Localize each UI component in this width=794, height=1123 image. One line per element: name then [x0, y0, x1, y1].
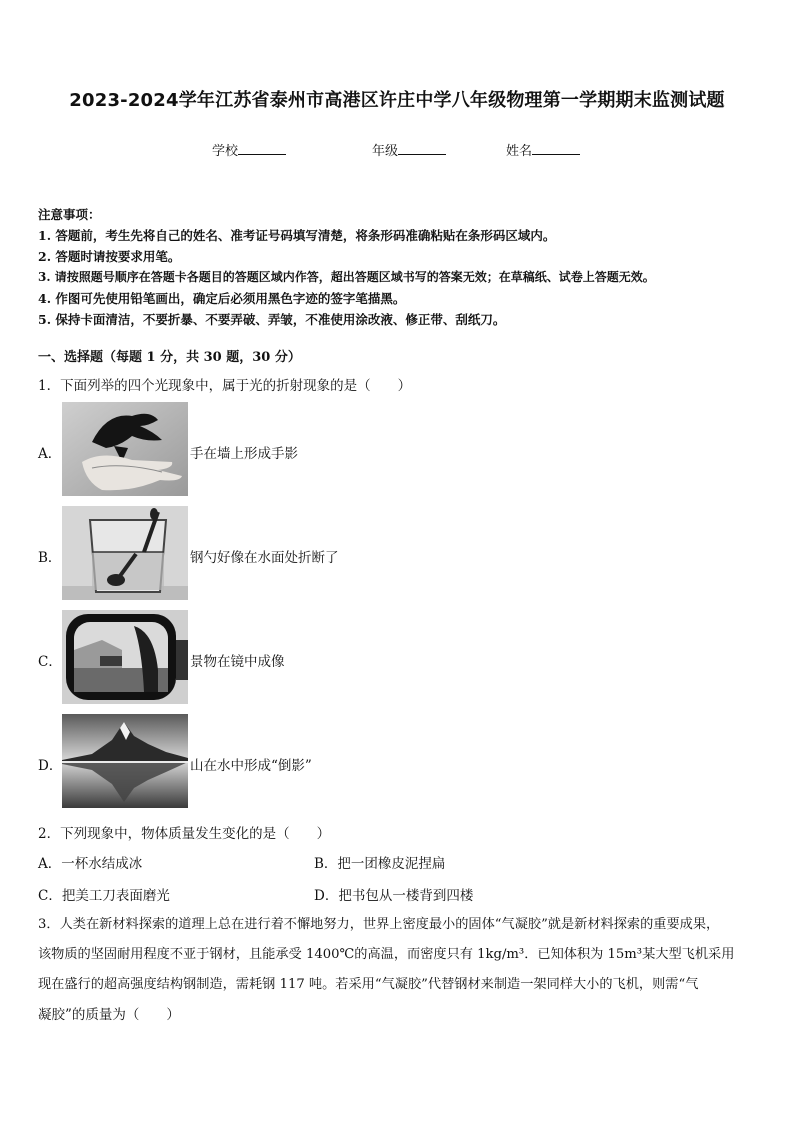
q3-line: 凝胶”的质量为（ ）	[38, 1007, 180, 1023]
section-heading: 一、选择题（每题 1 分，共 30 题，30 分）	[38, 350, 301, 365]
q1-option-c-label: C．	[38, 654, 62, 670]
exam-title: 2023-2024学年江苏省泰州市高港区许庄中学八年级物理第一学期期末监测试题	[69, 90, 725, 111]
name-blank[interactable]	[532, 142, 580, 155]
q1-option-a-label: A．	[38, 446, 62, 462]
q1-option-a-caption: 手在墙上形成手影	[190, 446, 298, 462]
notice-heading: 注意事项：	[38, 207, 101, 222]
notice-block	[38, 204, 768, 330]
notice-item: 3. 请按照题号顺序在答题卡各题目的答题区域内作答，超出答题区域书写的答案无效；在草稿纸、试卷上答题无效。	[38, 270, 655, 284]
q3-line: 该物质的坚固耐用程度不亚于钢材，且能承受 1400℃的高温，而密度只有 1kg/m³．已知体积为 15m³某大型飞机采用	[38, 947, 735, 962]
mountain-reflection-image	[62, 714, 188, 808]
notice-item: 2. 答题时请按要求用笔。	[38, 249, 181, 264]
q2-option-c[interactable]: C．把美工刀表面磨光	[38, 888, 170, 904]
school-field[interactable]	[212, 140, 286, 159]
question-3-stem	[38, 910, 760, 1030]
q1-option-d-label: D．	[38, 758, 63, 774]
q2-option-a[interactable]: A．一杯水结成冰	[38, 856, 143, 872]
side-mirror-image	[62, 610, 188, 704]
q2-option-b[interactable]: B．把一团橡皮泥捏扁	[314, 856, 446, 872]
name-label: 姓名	[506, 144, 533, 159]
notice-item: 4. 作图可先使用铅笔画出，确定后必须用黑色字迹的签字笔描黑。	[38, 291, 406, 306]
grade-blank[interactable]	[398, 142, 446, 155]
q1-option-d-caption: 山在水中形成“倒影”	[190, 758, 312, 774]
school-label: 学校	[212, 144, 239, 159]
grade-field[interactable]	[372, 140, 446, 159]
grade-label: 年级	[372, 144, 399, 159]
q3-line: 3．人类在新材料探索的道理上总在进行着不懈地努力，世界上密度最小的固体“气凝胶”就是新材料探索的重要成果，	[38, 917, 720, 932]
question-1-stem: 1．下面列举的四个光现象中，属于光的折射现象的是（ ）	[38, 378, 412, 394]
q2-option-d[interactable]: D．把书包从一楼背到四楼	[314, 888, 474, 904]
question-2-stem: 2．下列现象中，物体质量发生变化的是（ ）	[38, 826, 331, 842]
hand-shadow-image	[62, 402, 188, 496]
q1-option-b-caption: 钢勺好像在水面处折断了	[190, 550, 339, 566]
notice-item: 1. 答题前，考生先将自己的姓名、准考证号码填写清楚，将条形码准确粘贴在条形码区域内。	[38, 228, 556, 243]
name-field[interactable]	[506, 140, 580, 159]
school-blank[interactable]	[238, 142, 286, 155]
notice-item: 5. 保持卡面清洁，不要折暴、不要弄破、弄皱，不准使用涂改液、修正带、刮纸刀。	[38, 312, 506, 327]
q1-option-c-caption: 景物在镜中成像	[190, 654, 285, 670]
q3-line: 现在盛行的超高强度结构钢制造，需耗钢 117 吨。若采用“气凝胶”代替钢材来制造一架同样大小的飞机，则需“气	[38, 977, 699, 992]
q1-option-b-label: B．	[38, 550, 62, 566]
spoon-in-water-image	[62, 506, 188, 600]
